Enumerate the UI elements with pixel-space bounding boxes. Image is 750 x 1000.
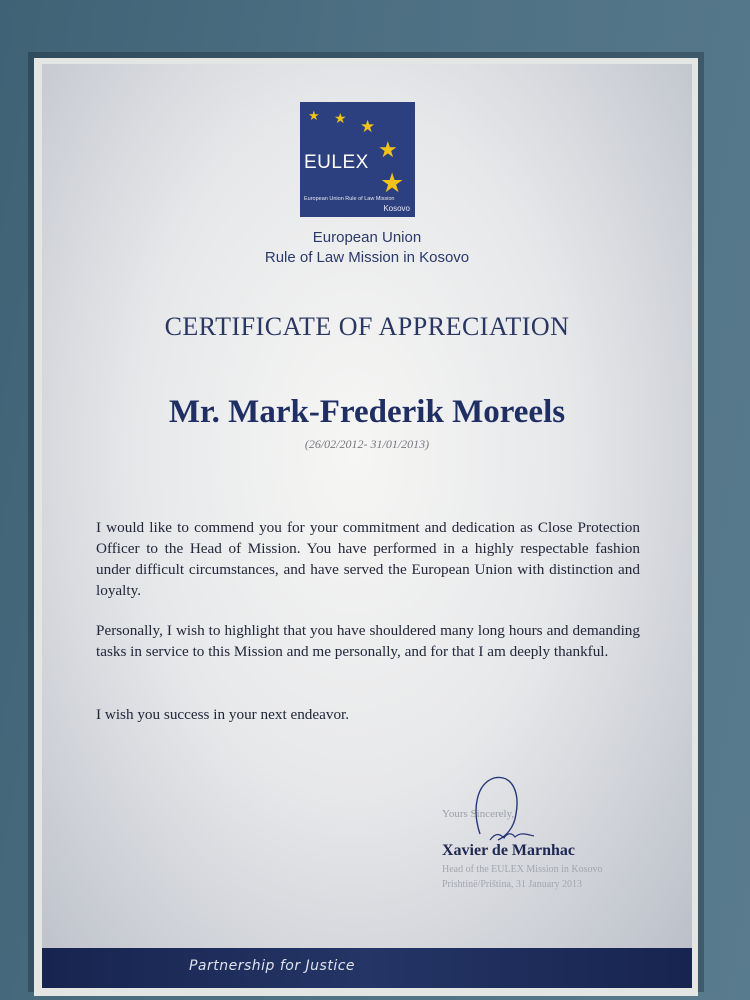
body-paragraph-3: I wish you success in your next endeavor. [96,706,350,723]
eulex-logo [300,102,415,217]
recipient-name: Mr. Mark-Frederik Moreels [168,394,566,430]
certificate-title: CERTIFICATE OF APPRECIATION [164,312,570,341]
footer-band [42,948,692,988]
logo-acronym: EULEX [304,152,369,173]
logo-country: Kosovo [383,204,410,213]
organization-line-2: Rule of Law Mission in Kosovo [264,249,470,266]
body-paragraph-2: Personally, I wish to highlight that you have shouldered many long hours and demanding tasks in service to this Mission and me personally, and for that I am deeply thankful. [96,622,640,660]
star-icon: ★ [380,168,405,199]
organization-line-1: European Union [312,229,422,246]
certificate-paper [42,64,692,988]
body-paragraph-1: I would like to commend you for your commitment and dedication as Close Protection Officer to the Head of Mission. You have performed in a highly respectable fashion under difficult circumstances, and have served the European Union with distinction and loyalty. [96,519,640,599]
closing-salutation: Yours Sincerely, [442,808,515,820]
star-icon: ★ [334,111,347,127]
signer-role: Head of the EULEX Mission in Kosovo [442,864,603,875]
star-icon: ★ [360,117,376,137]
signer-name: Xavier de Marnhac [442,842,576,859]
logo-subtitle: European Union Rule of Law Mission [304,196,395,202]
star-icon: ★ [378,138,398,163]
signer-place-date: Prishtinë/Priština, 31 January 2013 [442,879,582,890]
star-icon: ★ [308,109,320,124]
service-period: (26/02/2012- 31/01/2013) [304,437,430,451]
footer-motto: Partnership for Justice [188,958,356,974]
